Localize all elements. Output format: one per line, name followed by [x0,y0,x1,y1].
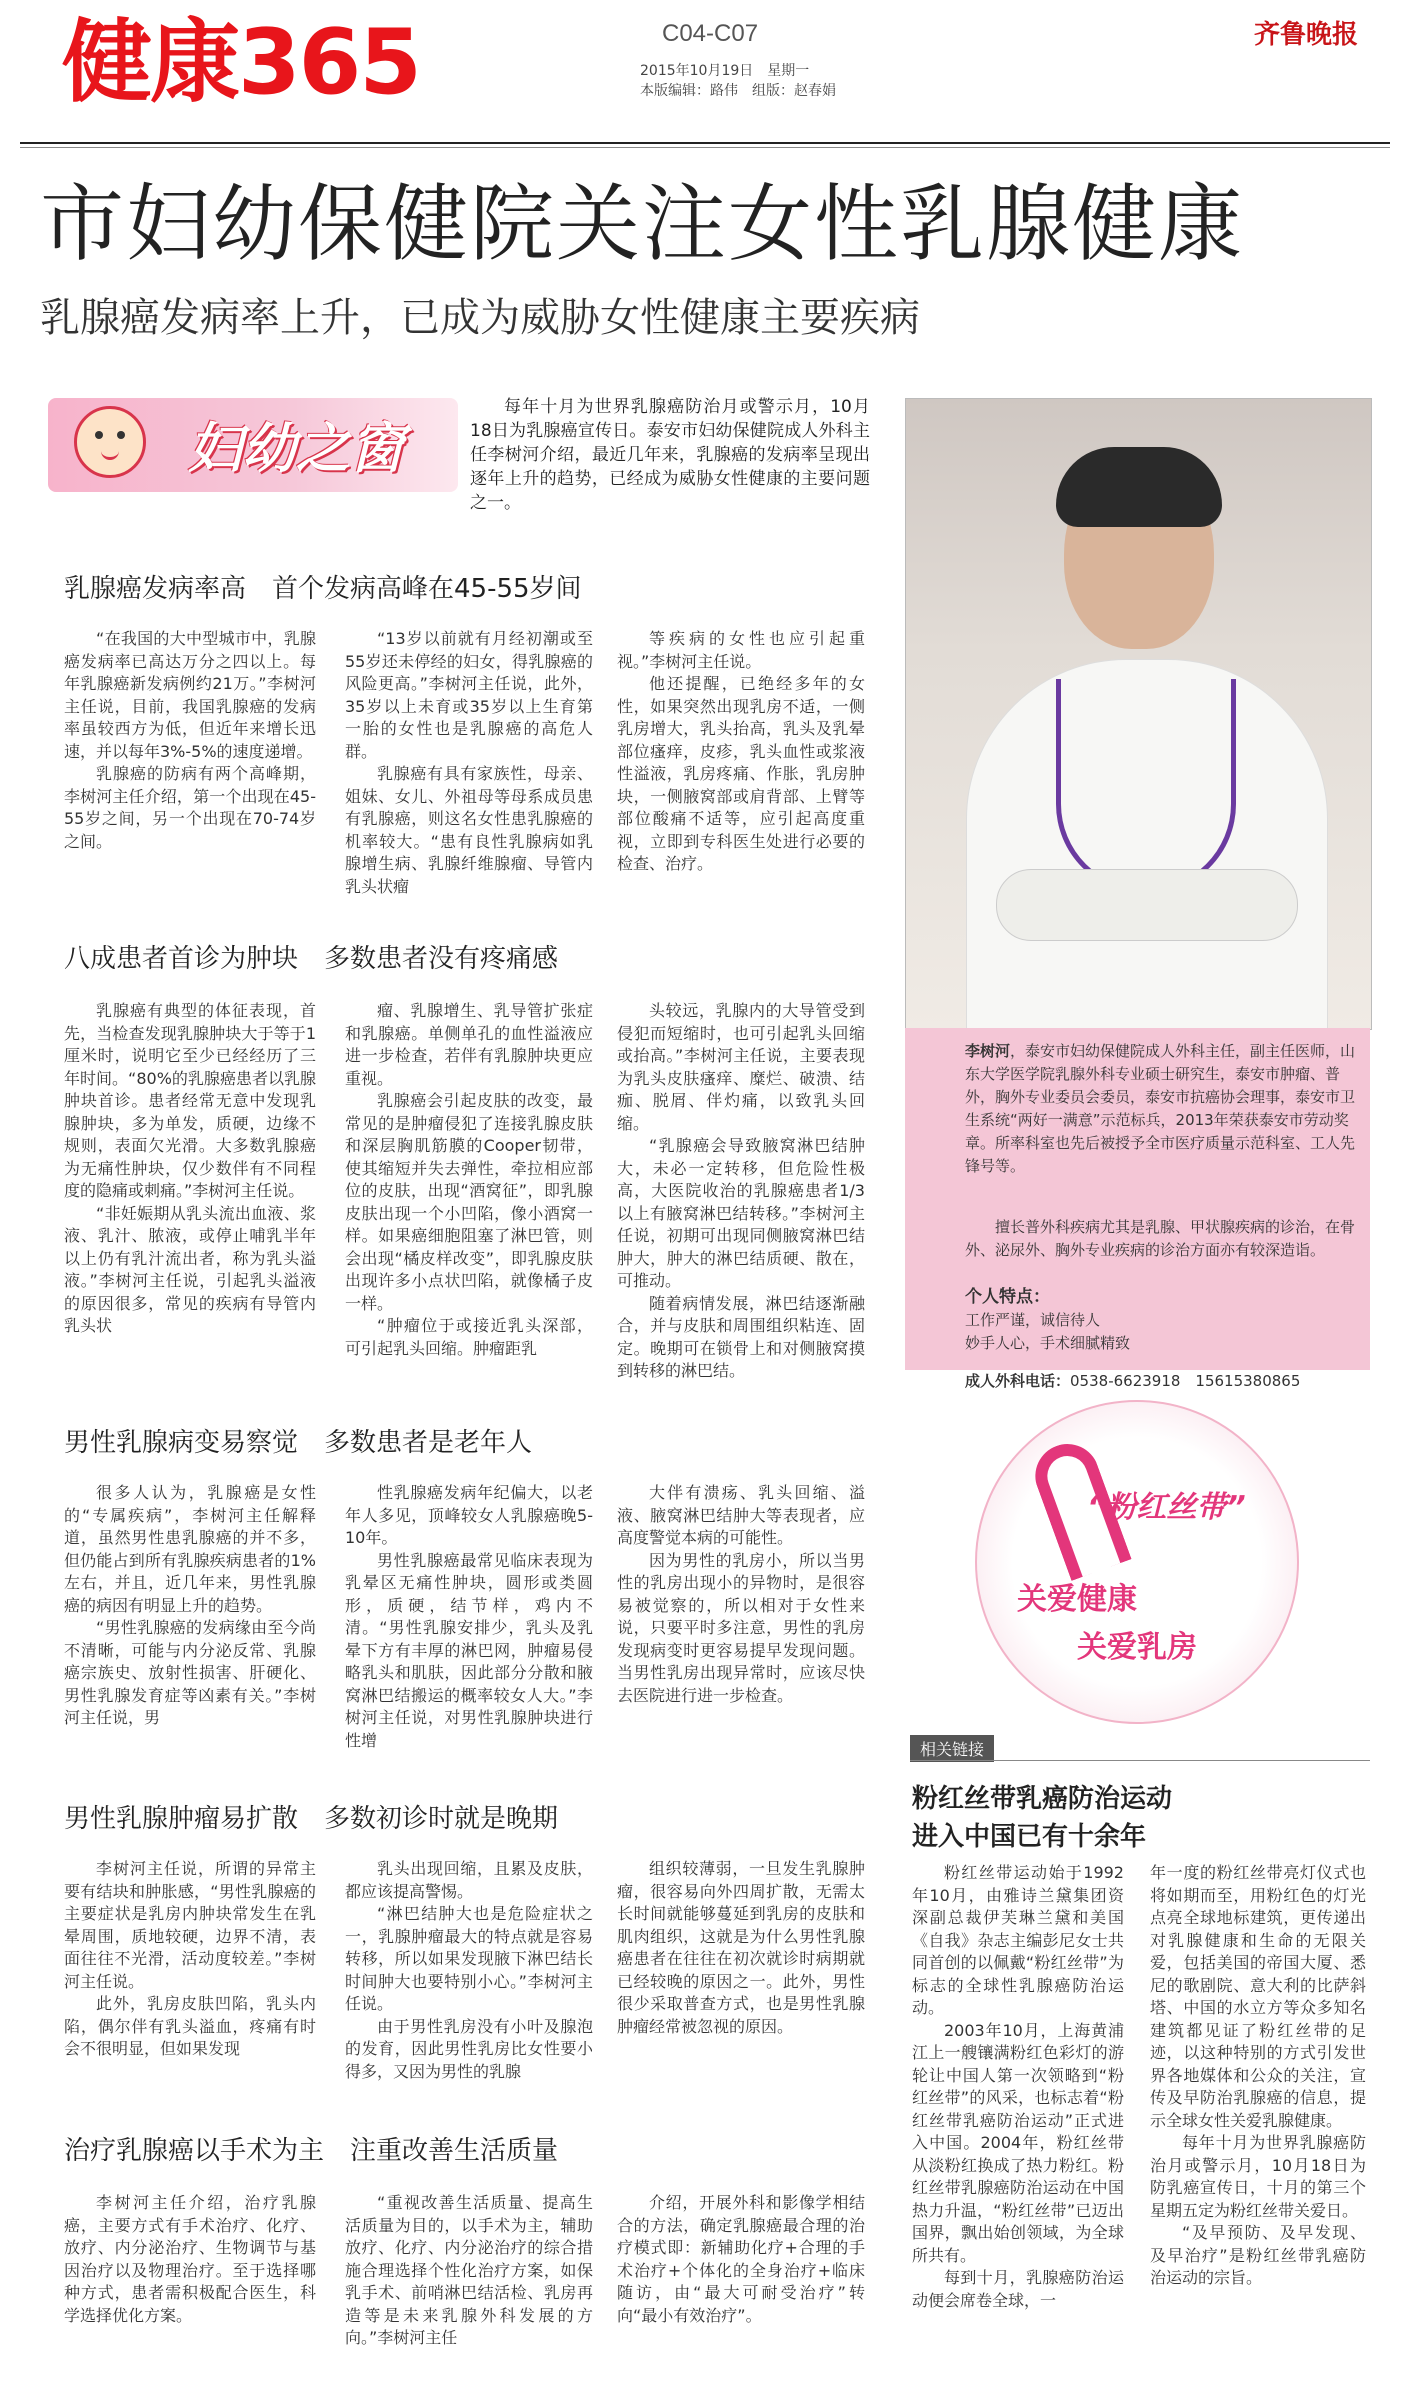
related-link-tag: 相关链接 [910,1735,994,1762]
intro-paragraph: 每年十月为世界乳腺癌防治月或警示月，10月18日为乳腺癌宣传日。泰安市妇幼保健院成人外科主任李树河介绍，最近几年来，乳腺癌的发病率呈现出逐年上升的趋势，已经成为威胁女性健康的主要问题之一。 [470,397,870,513]
stethoscope-icon [1056,679,1236,894]
paragraph: “13岁以前就有月经初潮或至55岁还未停经的妇女，得乳腺癌的风险更高。”李树河主任说，此外，35岁以上未育或35岁以上生育第一胎的女性也是乳腺癌的高危人群。 [345,629,593,761]
paragraph: 由于男性乳房没有小叶及腺泡的发育，因此男性乳房比女性要小得多，又因为男性的乳腺 [345,2016,593,2081]
paragraph: 随着病情发展，淋巴结逐渐融合，并与皮肤和周围组织粘连、固定。晚期可在锁骨上和对侧腋窝摸到转移的淋巴结。 [617,1293,865,1380]
section-heading: 男性乳腺病变易察觉 多数患者是老年人 [64,1428,533,1458]
paragraph: “男性乳腺癌的发病缘由至今尚不清晰，可能与内分泌反常、乳腺癌宗族史、放射性损害、肝硬化、男性乳腺发育症等凶素有关。”李树河主任说，男 [64,1618,316,1727]
article-column [64,2192,316,2327]
article-column [345,2192,593,2350]
article-column [617,1000,865,1383]
paragraph: 乳腺癌会引起皮肤的改变，最常见的是肿瘤侵犯了连接乳腺皮肤和深层胸肌筋膜的Cooper韧带，使其缩短并失去弹性，牵拉相应部位的皮肤，出现“酒窝征”，即乳腺皮肤出现一个小凹陷，像小酒窝一样。如果癌细胞阻塞了淋巴管，则会出现“橘皮样改变”，即乳腺皮肤出现许多小点状凹陷，就像橘子皮一样。 [345,1091,593,1313]
doctor-caption [905,1028,1370,1370]
sidebar-title-line: 进入中国已有十余年 [912,1822,1147,1852]
paragraph: 大伴有溃疡、乳头回缩、溢液、腋窝淋巴结肿大等表现者，应高度警觉本病的可能性。 [617,1483,865,1547]
article-column [64,1482,316,1730]
article-column [64,628,316,853]
paragraph: 等疾病的女性也应引起重视。”李树河主任说。 [617,629,865,671]
article-column [617,1482,865,1707]
ribbon-title: “粉红丝带” [1087,1490,1246,1525]
doctor-bio-text: ，泰安市妇幼保健院成人外科主任，副主任医师，山东大学医学院乳腺外科专业硕士研究生，泰安市肿瘤、普外，胸外专业委员会委员，泰安市抗癌协会理事，泰安市卫生系统“两好一满意”示范标兵，2013年荣获泰安市劳动奖章。所率科室也先后被授予全市医疗质量示范科室、工人先锋号等。 [965,1042,1356,1175]
phone-line [965,1370,1300,1391]
newspaper-brand: 齐鲁晚报 [1254,20,1359,50]
paragraph: 乳头出现回缩，且累及皮肤，都应该提高警惕。 [345,1859,593,1901]
paragraph: “非妊娠期从乳头流出血液、浆液、乳汁、脓液，或停止哺乳半年以上仍有乳汁流出者，称为乳头溢液。”李树河主任说，引起乳头溢液的原因很多，常见的疾病有导管内乳头状 [64,1203,316,1335]
paragraph: 乳腺癌有典型的体征表现，首先，当检查发现乳腺肿块大于等于1厘米时，说明它至少已经经历了三年时间。“80%的乳腺癌患者以乳腺肿块首诊。患者经常无意中发现乳腺肿块，多为单发，质硬，边缘不规则，表面欠光滑。大多数乳腺癌为无痛性肿块，仅少数伴有不同程度的隐痛或刺痛。”李树河主任说。 [64,1001,316,1200]
subheadline: 乳腺癌发病率上升，已成为威胁女性健康主要疾病 [40,295,920,341]
paragraph: “在我国的大中型城市中，乳腺癌发病率已高达万分之四以上。每年乳腺癌新发病例约21万。”李树河主任说，目前，我国乳腺癌的发病率虽较西方为低，但近年来增长迅速，并以每年3%-5%的速度递增。 [64,629,316,761]
section-heading: 治疗乳腺癌以手术为主 注重改善生活质量 [64,2136,559,2166]
traits-line: 妙手人心，手术细腻精致 [965,1334,1131,1352]
paragraph: 2003年10月，上海黄浦江上一艘镶满粉红色彩灯的游轮让中国人第一次领略到“粉红丝带”的风采，也标志着“粉红丝带乳癌防治运动”正式进入中国。2004年，粉红丝带从淡粉红换成了热力粉红。粉红丝带乳腺癌防治运动在中国热力升温，“粉红丝带”已迈出国界，飘出始创领域，为全球所共有。 [912,2020,1124,2265]
paragraph: 男性乳腺癌最常见临床表现为乳晕区无痛性肿块，圆形或类圆形，质硬，结节样，鸡内不清。“男性乳腺安排少，乳头及乳晕下方有丰厚的淋巴网，肿瘤易侵略乳头和肌肤，因此部分分散和腋窝淋巴结搬运的概率较女人大。”李树河主任说，对男性乳腺肿块进行性增 [345,1550,593,1750]
paragraph: “肿瘤位于或接近乳头深部，可引起乳头回缩。肿瘤距乳 [345,1316,593,1358]
doctor-name: 李树河 [965,1042,1011,1060]
section-heading: 乳腺癌发病率高 首个发病高峰在45-55岁间 [64,574,582,604]
paragraph: 头较远，乳腺内的大导管受到侵犯而短缩时，也可引起乳头回缩或抬高。”李树河主任说，主要表现为乳头皮肤瘙痒、糜烂、破溃、结痂、脱屑、伴灼痛，以致乳头回缩。 [617,1001,865,1133]
sidebar-column [912,1862,1124,2312]
paragraph: 介绍，开展外科和影像学相结合的方法，确定乳腺癌最合理的治疗模式即：新辅助化疗+合理的手术治疗+个体化的全身治疗+临床随访，由“最大可耐受治疗”转向“最小有效治疗”。 [617,2193,865,2325]
column-banner [48,398,458,492]
ribbon-slogan: 关爱健康 [1017,1582,1137,1617]
cartoon-baby-icon [74,406,146,478]
paragraph: 每年十月为世界乳腺癌防治月或警示月，10月18日为防乳癌宣传日，十月的第三个星期五定为粉红丝带关爱日。 [1150,2133,1366,2220]
hair-shape [1056,447,1222,527]
paragraph: 粉红丝带运动始于1992年10月，由雅诗兰黛集团资深副总裁伊芙琳兰黛和美国《自我》杂志主编彭尼女士共同首创的以佩戴“粉红丝带”为标志的全球性乳腺癌防治运动。 [912,1863,1124,2017]
article-column [617,2192,865,2327]
paragraph: “乳腺癌会导致腋窝淋巴结肿大，未必一定转移，但危险性极高，大医院收治的乳腺癌患者1/3以上有腋窝淋巴结转移。”李树河主任说，初期可出现同侧腋窝淋巴结肿大，肿大的淋巴结质硬、散在，可推动。 [617,1136,865,1290]
doctor-specialty: 擅长普外科疾病尤其是乳腺、甲状腺疾病的诊治，在骨外、泌尿外、胸外专业疾病的诊治方面亦有较深造诣。 [965,1218,1356,1259]
article-column [64,1858,316,2061]
paragraph: 年一度的粉红丝带亮灯仪式也将如期而至，用粉红色的灯光点亮全球地标建筑，更传递出对乳腺健康和生命的无限关爱，包括美国的帝国大厦、悉尼的歌剧院、意大利的比萨斜塔、中国的水立方等众多知名建筑都见证了粉红丝带的足迹，以这种特别的方式引发世界各地媒体和公众的关注，宣传及早防治乳腺癌的信息，提示全球女性关爱乳腺健康。 [1150,1863,1366,2130]
paragraph: 李树河主任说，所谓的异常主要有结块和肿胀感，“男性乳腺癌的主要症状是乳房内肿块常发生在乳晕周围，质地较硬，边界不清，表面往往不光滑，活动度较差。”李树河主任说。 [64,1859,316,1991]
phone-number: 0538-6623918 15615380865 [1070,1372,1301,1390]
ribbon-slogan: 关爱乳房 [1077,1630,1197,1665]
paragraph: 很多人认为，乳腺癌是女性的“专属疾病”，李树河主任解释道，虽然男性患乳腺癌的并不多，但仍能占到所有乳腺疾病患者的1%左右，并且，近几年来，男性乳腺癌的病因有明显上升的趋势。 [64,1483,316,1615]
pink-ribbon-emblem [975,1400,1299,1724]
paragraph: 乳腺癌有具有家族性，母亲、姐妹、女儿、外祖母等母系成员患有乳腺癌，则这名女性患乳腺癌的机率较大。“患有良性乳腺病如乳腺增生病、乳腺纤维腺瘤、导管内乳头状瘤 [345,764,593,896]
arms-shape [996,869,1298,941]
page-range: C04-C07 [662,20,759,47]
paragraph: “重视改善生活质量、提高生活质量为目的，以手术为主，辅助放疗、化疗、内分泌治疗的综合措施合理选择个性化治疗方案，如保乳手术、前哨淋巴结活检、乳房再造等是未来乳腺外科发展的方向。”李树河主任 [345,2193,593,2347]
article-column [345,1482,593,1752]
phone-label: 成人外科电话： [965,1372,1071,1390]
paragraph: 每到十月，乳腺癌防治运动便会席卷全球，一 [912,2268,1124,2310]
article-column [617,628,865,876]
paragraph: 李树河主任介绍，治疗乳腺癌，主要方式有手术治疗、化疗、放疗、内分泌治疗、生物调节与基因治疗以及物理治疗。至于选择哪种方式，患者需积极配合医生，科学选择优化方案。 [64,2193,316,2325]
article-column [345,1000,593,1360]
paragraph: 此外，乳房皮肤凹陷，乳头内陷，偶尔伴有乳头溢血，疼痛有时会不很明显，但如果发现 [64,1994,316,2058]
article-column [64,1000,316,1338]
sidebar-title-line: 粉红丝带乳癌防治运动 [912,1784,1173,1814]
paragraph: 组织较薄弱，一旦发生乳腺肿瘤，很容易向外四周扩散，无需太长时间就能够蔓延到乳房的皮肤和肌肉组织，这就是为什么男性乳腺癌患者在往往在初次就诊时病期就已经较晚的原因之一。此外，男性很少采取普查方式，也是男性乳腺肿瘤经常被忽视的原因。 [617,1859,865,2036]
issue-date: 2015年10月19日 星期一 [640,63,810,79]
divider [20,147,1390,148]
paragraph: “及早预防、及早发现、及早治疗”是粉红丝带乳癌防治运动的宗旨。 [1150,2223,1366,2287]
sidebar-column [1150,1862,1366,2290]
paragraph: 因为男性的乳房小，所以当男性的乳房出现小的异物时，是很容易被觉察的，所以相对于女性来说，只要平时多注意，男性的乳房发现病变时更容易提早发现问题。当男性乳房出现异常时，应该尽快去医院进行进一步检查。 [617,1550,865,1705]
banner-text: 妇幼之窗 [188,417,404,480]
paragraph: 他还提醒，已绝经多年的女性，如果突然出现乳房不适，一侧乳房增大，乳头抬高，乳头及乳晕部位瘙痒，皮疹，乳头血性或浆液性溢液，乳房疼痛、作胀，乳房肿块，一侧腋窝部或肩背部、上臂等部位酸痛不适等，应引起高度重视，立即到专科医生处进行必要的检查、治疗。 [617,674,865,873]
doctor-bio [965,1040,1360,1178]
divider [20,142,1390,144]
headline: 市妇幼保健院关注女性乳腺健康 [40,175,1245,273]
sidebar-title [912,1780,1172,1856]
traits-line: 工作严谨，诚信待人 [965,1311,1101,1329]
paragraph: “淋巴结肿大也是危险症状之一，乳腺肿瘤最大的特点就是容易转移，所以如果发现腋下淋巴结长时间肿大也要特别小心。”李树河主任说。 [345,1904,593,2013]
section-heading: 八成患者首诊为肿块 多数患者没有疼痛感 [64,944,559,974]
traits-label: 个人特点： [965,1287,1050,1307]
paragraph: 乳腺癌的防病有两个高峰期，李树河主任介绍，第一个出现在45-55岁之间，另一个出现在70-74岁之间。 [64,764,316,851]
article-column [345,628,593,898]
article-column [345,1858,593,2083]
divider [910,1760,1370,1761]
paragraph: 瘤、乳腺增生、乳导管扩张症和乳腺癌。单侧单孔的血性溢液应进一步检查，若伴有乳腺肿块更应重视。 [345,1001,593,1088]
doctor-photo [905,398,1372,1030]
masthead-title: 健康365 [62,10,420,115]
article-column [617,1858,865,2038]
editor-credit: 本版编辑：路伟 组版：赵春娟 [640,83,836,99]
section-heading: 男性乳腺肿瘤易扩散 多数初诊时就是晚期 [64,1804,559,1834]
paragraph: 性乳腺癌发病年纪偏大，以老年人多见，顶峰较女人乳腺癌晚5-10年。 [345,1483,593,1547]
